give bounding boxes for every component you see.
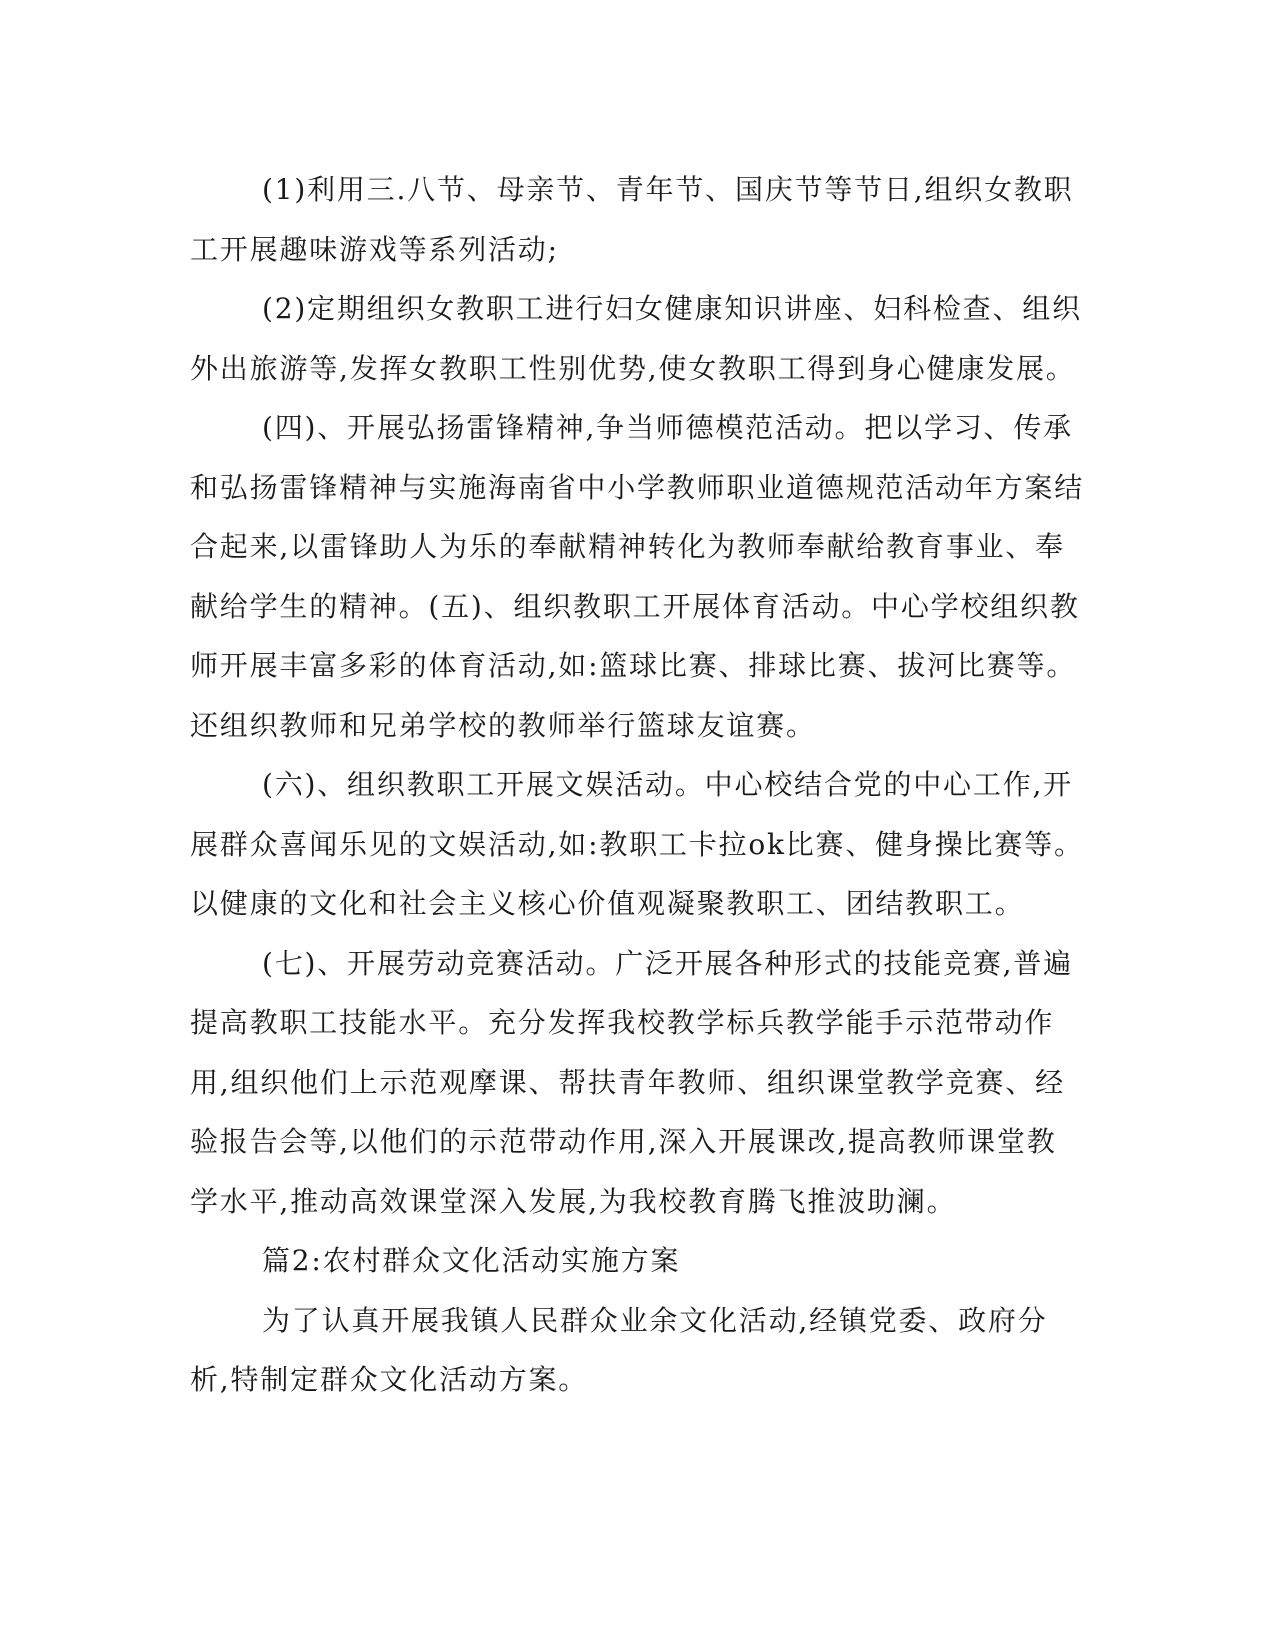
paragraph-3: (四)、开展弘扬雷锋精神,争当师德模范活动。把以学习、传承和弘扬雷锋精神与实施海南省中小学教师职业道德规范活动年方案结合起来,以雷锋助人为乐的奉献精神转化为教师奉献给教育事业、奉献给学生的精神。(五)、组织教职工开展体育活动。中心学校组织教师开展丰富多彩的体育活动,如:篮球比赛、排球比赛、拔河比赛等。还组织教师和兄弟学校的教师举行篮球友谊赛。 — [190, 411, 1085, 742]
document-page — [190, 160, 1085, 1410]
paragraph-4: (六)、组织教职工开展文娱活动。中心校结合党的中心工作,开展群众喜闻乐见的文娱活动,如:教职工卡拉ok比赛、健身操比赛等。以健康的文化和社会主义核心价值观凝聚教职工、团结教职工。 — [190, 768, 1084, 920]
paragraph-5: (七)、开展劳动竞赛活动。广泛开展各种形式的技能竞赛,普遍提高教职工技能水平。充分发挥我校教学标兵教学能手示范带动作用,组织他们上示范观摩课、帮扶青年教师、组织课堂教学竞赛、经验报告会等,以他们的示范带动作用,深入开展课改,提高教师课堂教学水平,推动高效课堂深入发展,为我校教育腾飞推波助澜。 — [190, 946, 1073, 1218]
paragraph-6: 为了认真开展我镇人民群众业余文化活动,经镇党委、政府分析,特制定群众文化活动方案。 — [190, 1303, 1048, 1396]
section-heading: 篇2:农村群众文化活动实施方案 — [262, 1244, 681, 1277]
paragraph-1: (1)利用三.八节、母亲节、青年节、国庆节等节日,组织女教职工开展趣味游戏等系列活动; — [190, 173, 1074, 266]
paragraph-2: (2)定期组织女教职工进行妇女健康知识讲座、妇科检查、组织外出旅游等,发挥女教职工性别优势,使女教职工得到身心健康发展。 — [190, 292, 1082, 385]
